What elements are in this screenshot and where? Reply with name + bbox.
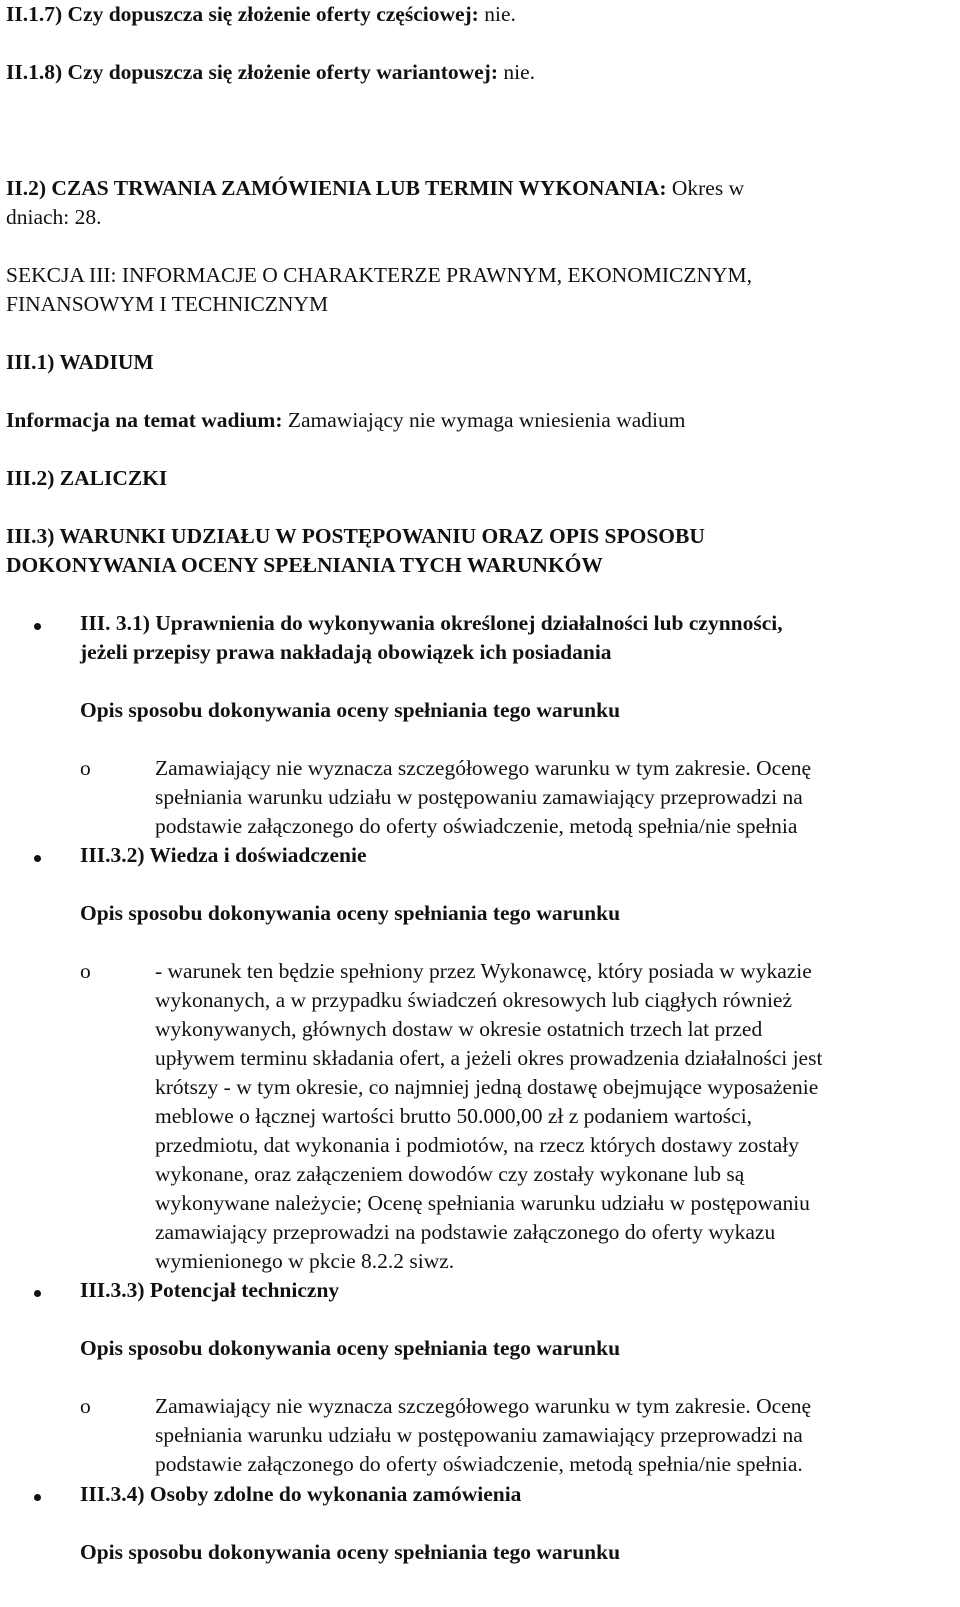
duration-value: Okres w bbox=[666, 176, 745, 200]
condition-1-marker: o bbox=[80, 756, 91, 780]
wadium-heading bbox=[6, 348, 154, 377]
wadium-heading-text: III.1) WADIUM bbox=[6, 350, 154, 374]
wadium-info-label: Informacja na temat wadium: bbox=[6, 408, 283, 432]
condition-2-marker: o bbox=[80, 959, 91, 983]
wadium-info-line bbox=[6, 406, 685, 435]
condition-1-title-line-1: III. 3.1) Uprawnienia do wykonywania określonej działalności lub czynności, bbox=[80, 611, 783, 635]
condition-2-text-line-1: - warunek ten będzie spełniony przez Wykonawcę, który posiada w wykazie bbox=[155, 959, 812, 983]
condition-2-text-line-5: krótszy - w tym okresie, co najmniej jedną dostawę obejmujące wyposażenie bbox=[155, 1075, 819, 1099]
condition-1-title-line-2: jeżeli przepisy prawa nakładają obowiązek ich posiadania bbox=[80, 640, 612, 664]
condition-1-text-line-1: Zamawiający nie wyznacza szczegółowego warunku w tym zakresie. Ocenę bbox=[155, 756, 812, 780]
condition-3-text-line-3: podstawie załączonego do oferty oświadczenie, metodą spełnia/nie spełnia. bbox=[155, 1452, 803, 1476]
offer-partial-label: II.1.7) Czy dopuszcza się złożenie oferty częściowej: bbox=[6, 2, 479, 26]
condition-3-text-line-1: Zamawiający nie wyznacza szczegółowego warunku w tym zakresie. Ocenę bbox=[155, 1394, 812, 1418]
condition-2-text-line-11: wymienionego w pkcie 8.2.2 siwz. bbox=[155, 1249, 455, 1273]
zaliczki-heading: III.2) ZALICZKI bbox=[6, 466, 168, 490]
condition-1-text-line-2: spełniania warunku udziału w postępowaniu zamawiający przeprowadzi na bbox=[155, 785, 803, 809]
condition-1-text-line-3: podstawie załączonego do oferty oświadczenie, metodą spełnia/nie spełnia bbox=[155, 814, 798, 838]
offer-variant-line bbox=[6, 58, 535, 87]
condition-1-bullet bbox=[34, 623, 41, 630]
duration-line bbox=[6, 174, 744, 203]
condition-4-bullet bbox=[34, 1494, 41, 1501]
condition-3-title: III.3.3) Potencjał techniczny bbox=[80, 1278, 340, 1302]
section-iii-heading-line-1: SEKCJA III: INFORMACJE O CHARAKTERZE PRAWNYM, EKONOMICZNYM, bbox=[6, 263, 753, 287]
offer-partial-value: nie. bbox=[478, 2, 516, 26]
section-iii-heading-line-2: FINANSOWYM I TECHNICZNYM bbox=[6, 292, 329, 316]
condition-3-bullet bbox=[34, 1290, 41, 1297]
condition-2-bullet bbox=[34, 855, 41, 862]
offer-partial-line bbox=[6, 0, 516, 29]
condition-3-marker: o bbox=[80, 1394, 91, 1418]
condition-2-text-line-8: wykonane, oraz załączeniem dowodów czy zostały wykonane lub są bbox=[155, 1162, 745, 1186]
duration-label: II.2) CZAS TRWANIA ZAMÓWIENIA LUB TERMIN WYKONANIA: bbox=[6, 176, 667, 200]
condition-2-text-line-10: zamawiający przeprowadzi na podstawie załączonego do oferty wykazu bbox=[155, 1220, 776, 1244]
condition-2-text-line-6: meblowe o łącznej wartości brutto 50.000,00 zł z podaniem wartości, bbox=[155, 1104, 753, 1128]
warunki-heading-line-1: III.3) WARUNKI UDZIAŁU W POSTĘPOWANIU ORAZ OPIS SPOSOBU bbox=[6, 524, 705, 548]
condition-2-text-line-9: wykonywane należycie; Ocenę spełniania warunku udziału w postępowaniu bbox=[155, 1191, 810, 1215]
warunki-heading-line-2: DOKONYWANIA OCENY SPEŁNIANIA TYCH WARUNKÓW bbox=[6, 553, 603, 577]
wadium-info-value: Zamawiający nie wymaga wniesienia wadium bbox=[282, 408, 686, 432]
condition-4-desc-heading: Opis sposobu dokonywania oceny spełniania tego warunku bbox=[80, 1540, 621, 1564]
condition-3-desc-heading: Opis sposobu dokonywania oceny spełniania tego warunku bbox=[80, 1336, 621, 1360]
condition-2-text-line-7: przedmiotu, dat wykonania i podmiotów, na rzecz których dostawy zostały bbox=[155, 1133, 800, 1157]
offer-variant-label: II.1.8) Czy dopuszcza się złożenie oferty wariantowej: bbox=[6, 60, 498, 84]
offer-variant-value: nie. bbox=[498, 60, 536, 84]
condition-2-title: III.3.2) Wiedza i doświadczenie bbox=[80, 843, 367, 867]
condition-3-text-line-2: spełniania warunku udziału w postępowaniu zamawiający przeprowadzi na bbox=[155, 1423, 803, 1447]
duration-value-cont: dniach: 28. bbox=[6, 205, 102, 229]
condition-1-desc-heading: Opis sposobu dokonywania oceny spełniania tego warunku bbox=[80, 698, 621, 722]
condition-2-desc-heading: Opis sposobu dokonywania oceny spełniania tego warunku bbox=[80, 901, 621, 925]
condition-4-title: III.3.4) Osoby zdolne do wykonania zamówienia bbox=[80, 1482, 522, 1506]
condition-2-text-line-3: wykonywanych, głównych dostaw w okresie ostatnich trzech lat przed bbox=[155, 1017, 763, 1041]
condition-2-text-line-4: upływem terminu składania ofert, a jeżeli okres prowadzenia działalności jest bbox=[155, 1046, 823, 1070]
condition-2-text-line-2: wykonanych, a w przypadku świadczeń okresowych lub ciągłych również bbox=[155, 988, 793, 1012]
